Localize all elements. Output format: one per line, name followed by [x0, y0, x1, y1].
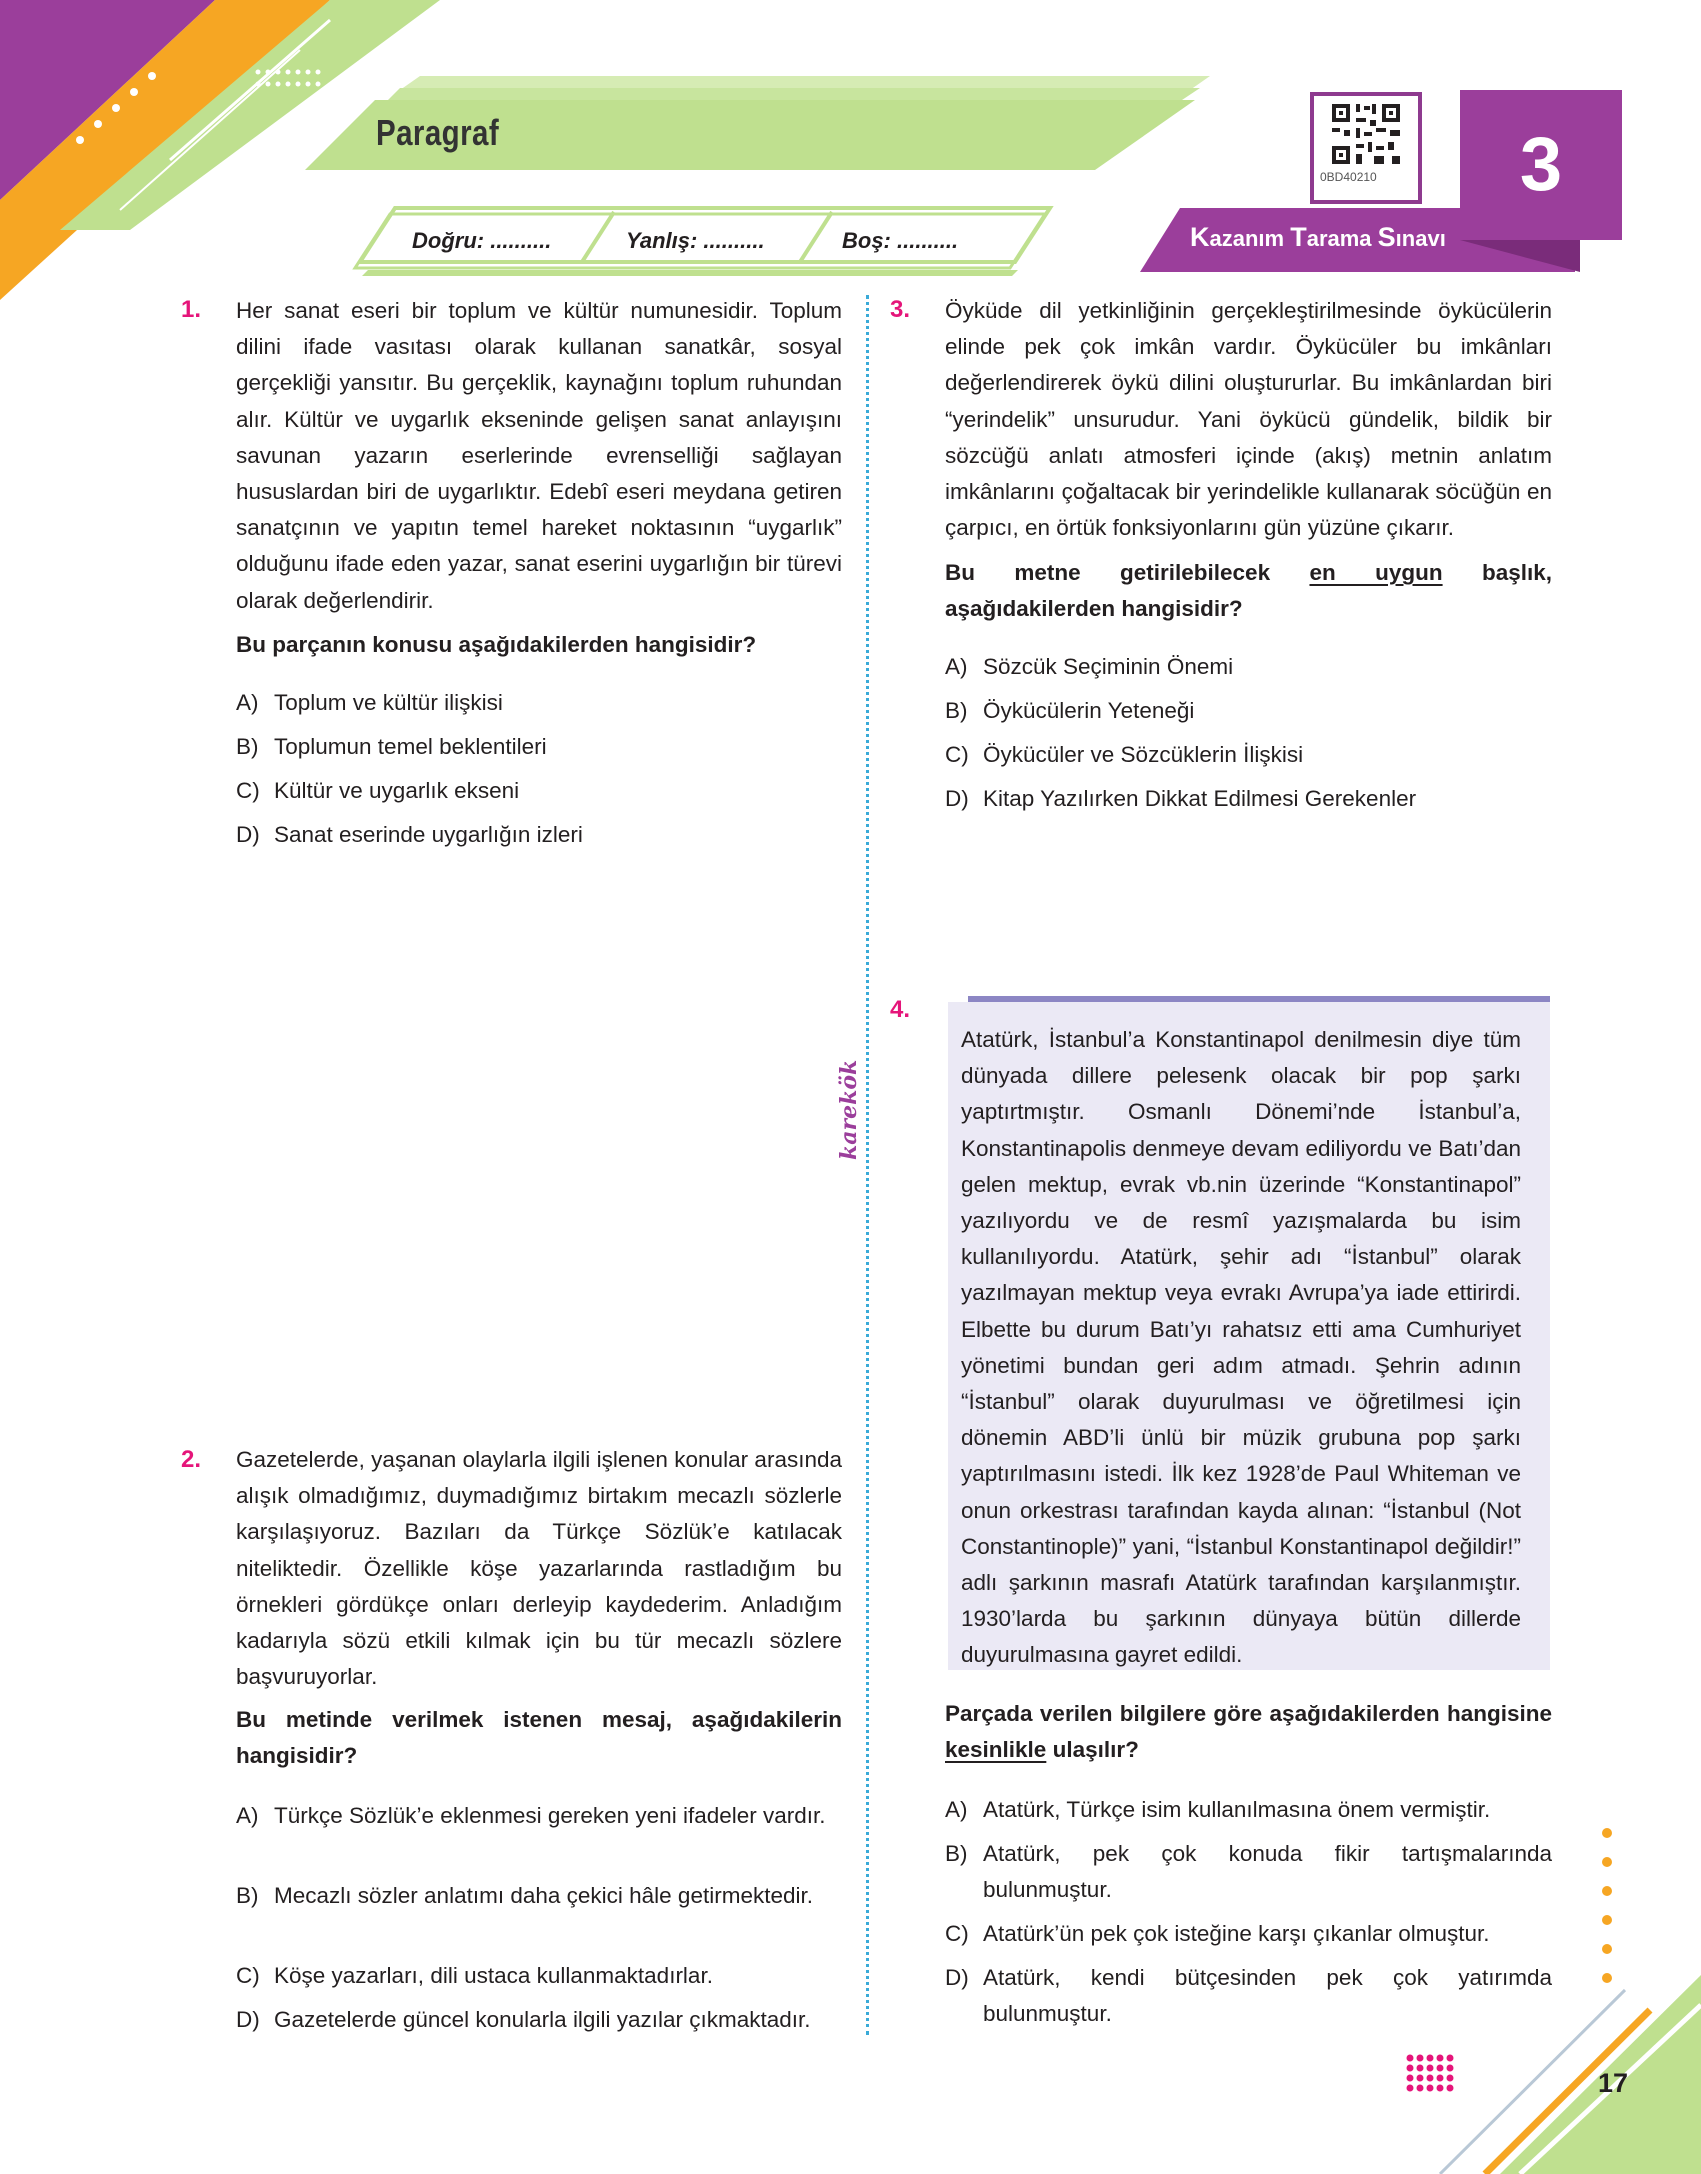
qr-code-text: 0BD40210 [1320, 170, 1377, 184]
vertical-label: karekök [836, 1059, 862, 1160]
qr-code-icon [1314, 96, 1418, 170]
footer-decoration [1380, 1800, 1701, 2174]
exam-number: 3 [1460, 90, 1622, 240]
header-decoration [0, 0, 1701, 320]
question-number: 4. [890, 996, 911, 1023]
blank-count-field: Boş: .......... [842, 228, 959, 253]
wrong-count-field: Yanlış: .......... [626, 228, 765, 253]
qr-code[interactable] [1310, 92, 1422, 204]
question-paragraph: Her sanat eseri bir toplum ve kültür numunesidir. Toplum dilini ifade vasıtası olarak kullanan sanatkâr, sosyal gerçekliği yansıtır. Bu gerçeklik, kaynağını toplum ruhundan alır. Kültür ve uygarlık ekseninde gelişen sanat anlayışını savunan yazarın eserlerinde evrenselliği sağlayan hususlardan biri de uygarlıktır. Edebî eseri meydana getiren sanatçının ve yapıtın temel hareket noktasının “uygarlık” olduğunu ifade eden yazar, sanat eserini uygarlığın bir türevi olarak değerlendirir. [236, 298, 842, 613]
correct-count-field: Doğru: .......... [412, 228, 552, 253]
exam-name: Kazanım Tarama Sınavı [1190, 222, 1446, 252]
question-stem: Bu metinde verilmek istenen mesaj, aşağıdakilerin hangisidir? [236, 1707, 842, 1768]
question-number: 1. [181, 296, 202, 323]
question-number: 2. [181, 1446, 202, 1473]
column-divider [866, 295, 869, 2035]
question-number: 3. [890, 296, 911, 323]
section-title: Paragraf [376, 112, 500, 153]
question-paragraph: Gazetelerde, yaşanan olaylarla ilgili işlenen konular arasında alışık olmadığımız, duymadığımız birtakım mecazlı sözlerle karşılaşıyoruz. Bazıları da Türkçe Sözlük’e katılacak niteliktedir. Özellikle köşe yazarlarında rastladığım bu örnekleri gördükçe onları derleyip kaydederim. Anladığım kadarıyla sözü etkili kılmak için bu tür mecazlı sözlere başvuruyorlar. [236, 1447, 842, 1690]
question-paragraph: Öyküde dil yetkinliğinin gerçekleştirilmesinde öykücülerin elinde pek çok imkân vardır. Öykücüler bu imkânları değerlendirerek öykü dilini oluştururlar. Bu imkânlardan biri “yerindelik” unsurudur. Yani öykücü gündelik, bildik bir sözcüğü anlatı atmosferi içinde (akış) metnin anlatım imkânlarını çoğaltacak bir yerindelikle kullanarak söcüğün en çarpıcı, en örtük fonksiyonlarını gün yüzüne çıkarır. [945, 298, 1552, 541]
question-stem: Parçada verilen bilgilere göre aşağıdakilerden hangisine kesinlikle ulaşılır? [945, 1701, 1552, 1762]
question-stem: Bu metne getirilebilecek en uygun başlık, aşağıdakilerden hangisidir? [945, 560, 1553, 621]
page-number: 17 [1598, 2068, 1629, 2098]
question-paragraph: Atatürk, İstanbul’a Konstantinapol denilmesin diye tüm dünyada dillere pelesenk olacak bir pop şarkı yaptırtmıştır. Osmanlı Dönemi’nde İstanbul’a, Konstantinapolis denmeye devam ediliyordu ve Batı’dan gelen mektup, evrak vb.nin üzerinde “Konstantinapol” yazılıyordu ve de resmî yazışmalarda bu isim kullanılıyordu. Atatürk, şehir adı “İstanbul” olarak yazılmayan mektup veya evrakı Avrupa’ya iade ettirirdi. Elbette bu durum Batı’yı rahatsız etti ama Cumhuriyet yönetimi bundan geri adım atmadı. Şehrin adının “İstanbul” olarak duyurulması ve öğretilmesi için dönemin ABD’li ünlü bir müzik grubuna pop şarkı yaptırılmasını istedi. İlk kez 1928’de Paul Whiteman ve onun orkestrası tarafından kayda alınan: “İstanbul (Not Constantinople)” yani, “İstanbul Konstantinapol değildir!” adlı şarkının masrafı Atatürk tarafından karşılanmıştır. 1930’larda bu şarkının dünyaya bütün dillerde duyurulmasına gayret edildi. [961, 1027, 1521, 1668]
question-stem: Bu parçanın konusu aşağıdakilerden hangisidir? [236, 632, 757, 657]
